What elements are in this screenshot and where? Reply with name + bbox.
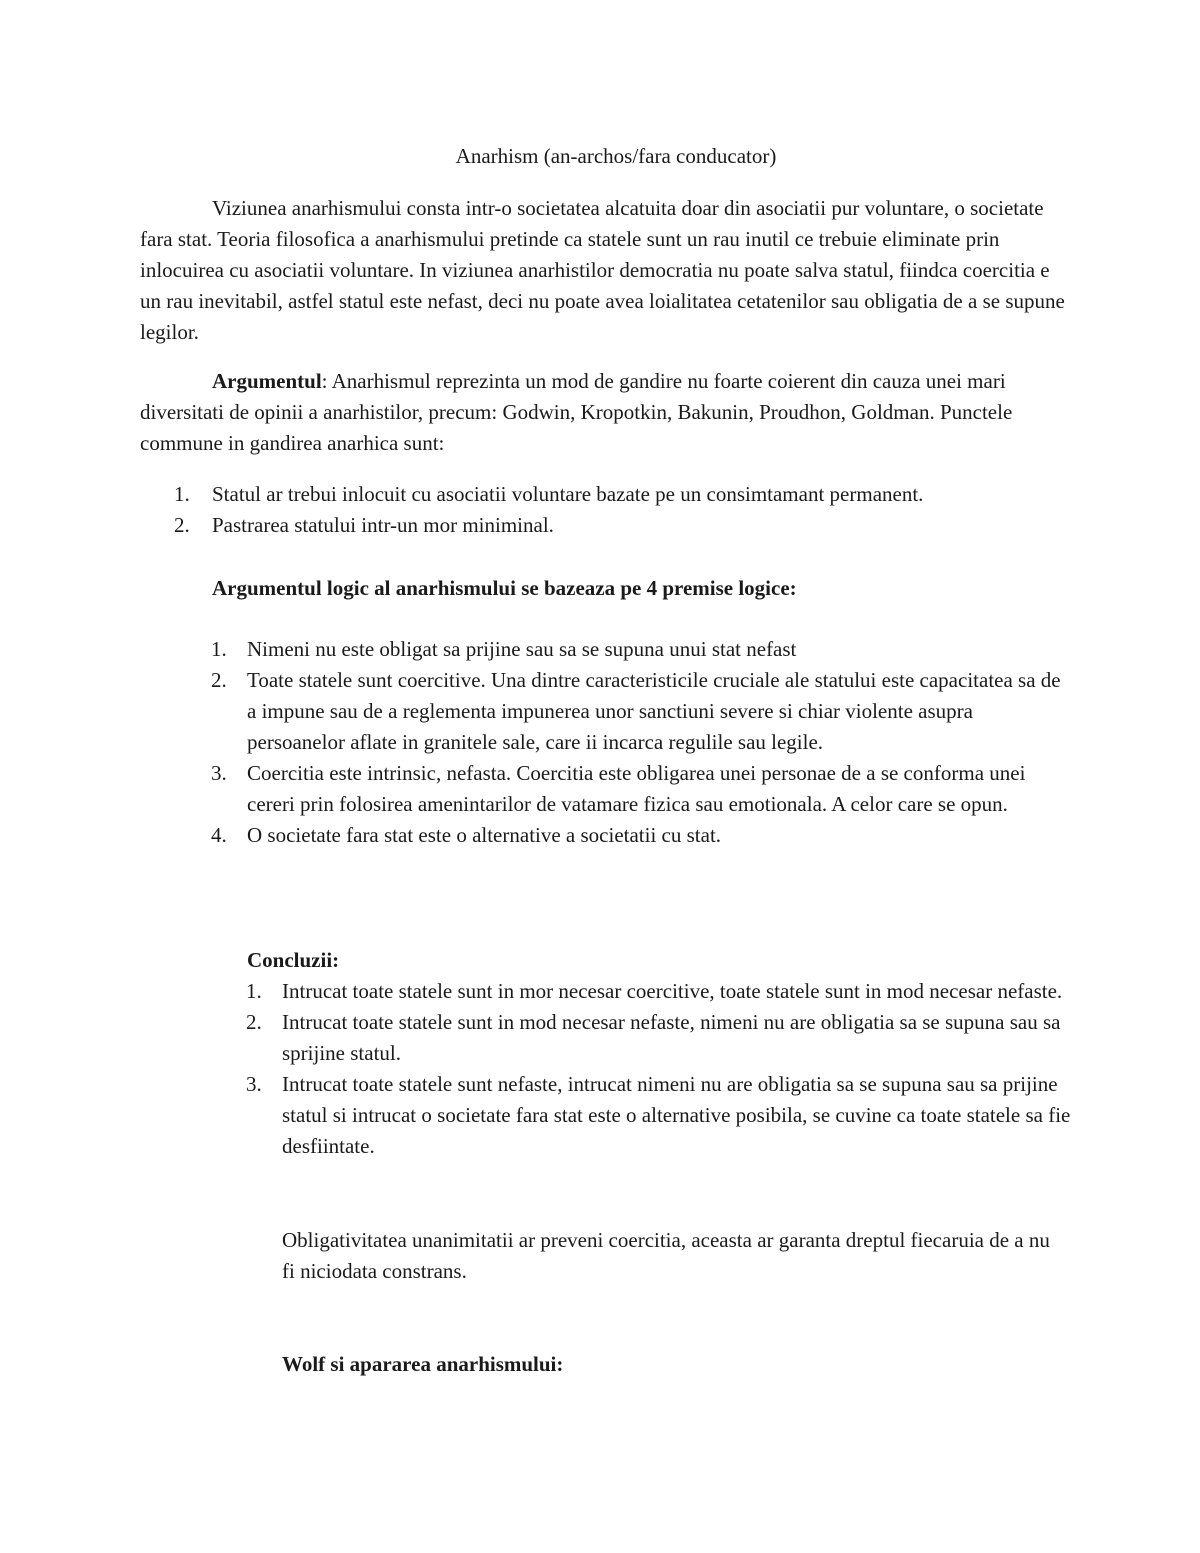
list-item-text: Pastrarea statului intr-un mor miniminal. [212, 513, 554, 537]
conclusions-heading: Concluzii: [247, 948, 340, 972]
logic-heading: Argumentul logic al anarhismului se bazeaza pe 4 premise logice: [212, 576, 797, 600]
list-item-text: Intrucat toate statele sunt in mod necesar nefaste, nimeni nu are obligatia sa se supuna sau sa sprijine statul. [282, 1010, 1061, 1065]
list-item-text: Coercitia este intrinsic, nefasta. Coercitia este obligarea unei personae de a se conforma unei cereri prin folosirea amenintarilor de vatamare fizica sau emotionala. A celor care se opun. [247, 761, 1026, 816]
unanimity-paragraph: Obligativitatea unanimitatii ar preveni coercitia, aceasta ar garanta dreptul fiecaruia de a nu fi niciodata constrans. [282, 1228, 1050, 1283]
list-item-number: 4. [211, 823, 227, 847]
list-item [246, 1007, 1072, 1069]
argument-text: : Anarhismul reprezinta un mod de gandire nu foarte coierent din cauza unei mari diversitati de opinii a anarhistilor, precum: Godwin, Kropotkin, Bakunin, Proudhon, Goldman. Punctele commune in gandirea anarhica sunt: [140, 369, 1013, 455]
list-item [174, 479, 1072, 510]
list-item-text: Toate statele sunt coercitive. Una dintre caracteristicile cruciale ale statului este capacitatea sa de a impune sau de a reglementa impunerea unor sanctiuni severe si chiar violente asupra persoanelor aflate in granitele sale, care ii incarca regulile sau legile. [247, 668, 1061, 754]
list-item-number: 2. [246, 1010, 262, 1034]
list-item [174, 510, 1072, 541]
list-item-number: 3. [211, 761, 227, 785]
list-item-text: O societate fara stat este o alternative a societatii cu stat. [247, 823, 722, 847]
list-item-number: 1. [246, 979, 262, 1003]
list-item [211, 665, 1067, 758]
list-item-number: 3. [246, 1072, 262, 1096]
list-item-text: Statul ar trebui inlocuit cu asociatii voluntare bazate pe un consimtamant permanent. [212, 482, 924, 506]
list-item-number: 2. [174, 513, 190, 537]
list-item-text: Nimeni nu este obligat sa prijine sau sa se supuna unui stat nefast [247, 637, 797, 661]
premises-list [211, 634, 1067, 851]
list-item-number: 1. [174, 482, 190, 506]
conclusions-list [246, 976, 1072, 1162]
wolf-heading: Wolf si apararea anarhismului: [282, 1352, 564, 1376]
list-item-number: 2. [211, 668, 227, 692]
document-title: Anarhism (an-archos/fara conducator) [455, 144, 777, 168]
list-item-text: Intrucat toate statele sunt nefaste, intrucat nimeni nu are obligatia sa se supuna sau sa prijine statul si intrucat o societate fara stat este o alternative posibila, se cuvine ca toate statele sa fie desfiintate. [282, 1072, 1071, 1158]
list-item [211, 820, 1067, 851]
list-item [211, 634, 1067, 665]
list-item-number: 1. [211, 637, 227, 661]
intro-paragraph: Viziunea anarhismului consta intr-o societatea alcatuita doar din asociatii pur voluntare, o societate fara stat. Teoria filosofica a anarhismului pretinde ca statele sunt un rau inutil ce trebuie eliminate prin inlocuirea cu asociatii voluntare. In viziunea anarhistilor democratia nu poate salva statul, fiindca coercitia e un rau inevitabil, astfel statul este nefast, deci nu poate avea loialitatea cetatenilor sau obligatia de a se supune legilor. [140, 196, 1065, 344]
list-item-text: Intrucat toate statele sunt in mor necesar coercitive, toate statele sunt in mod necesar nefaste. [282, 979, 1063, 1003]
argument-label: Argumentul [212, 369, 322, 393]
argument-paragraph [140, 366, 1070, 459]
common-points-list [174, 479, 1072, 541]
list-item [246, 1069, 1072, 1162]
list-item [246, 976, 1072, 1007]
list-item [211, 758, 1067, 820]
